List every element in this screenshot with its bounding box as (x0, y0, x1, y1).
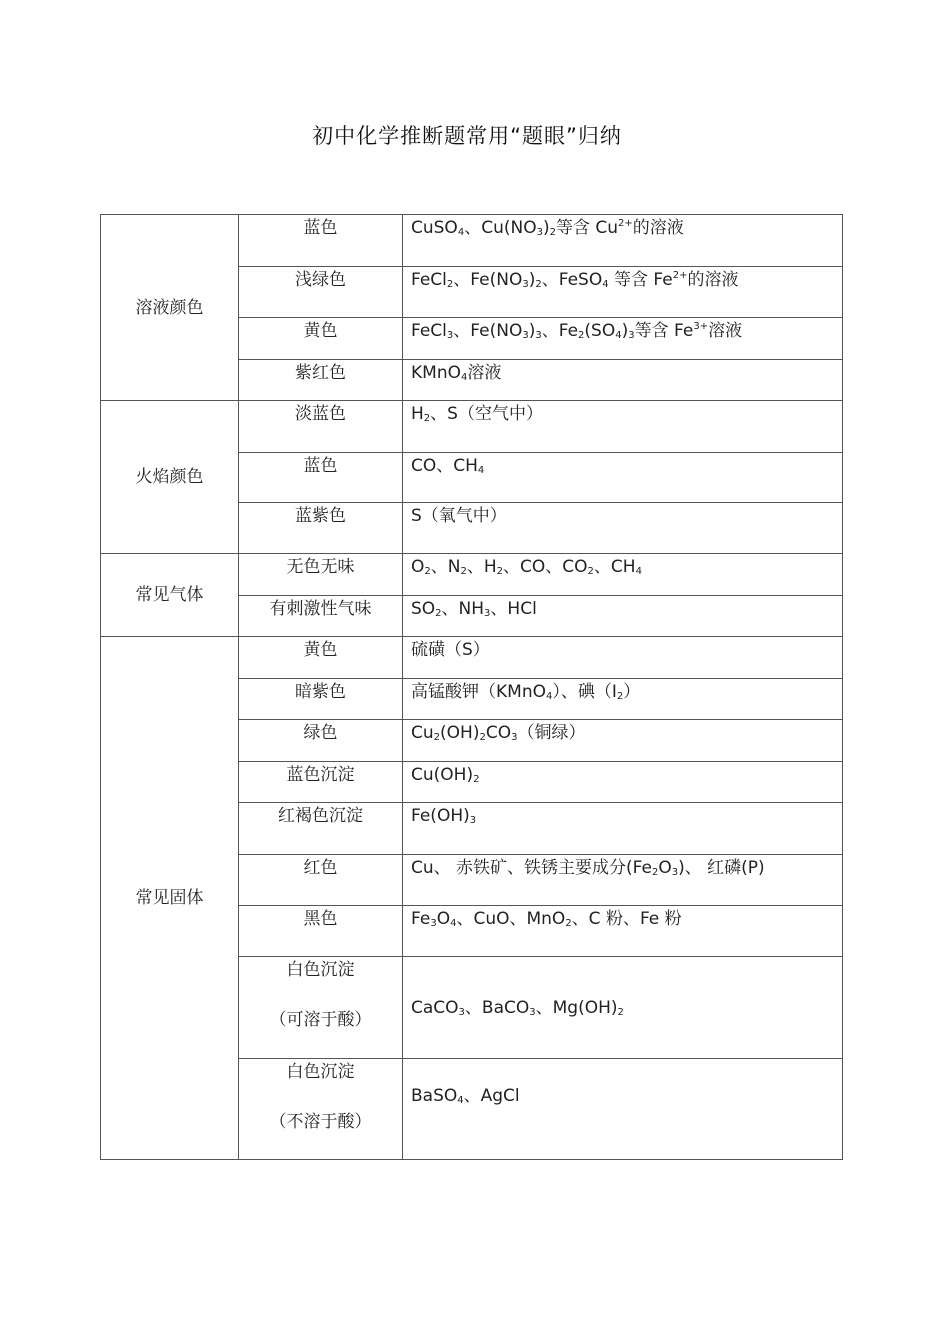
substance-cell: $Fe(OH)_3$ (403, 803, 843, 855)
page-title: 初中化学推断题常用“题眼”归纳 (312, 124, 622, 148)
color-name-cell: 红色 (239, 855, 403, 906)
category-cell: 溶液颜色 (101, 215, 239, 401)
color-name-cell: 有刺激性气味 (239, 596, 403, 637)
substance-cell: KMnO$_4$溶液 (403, 360, 843, 401)
substance-cell: $O_2$、$N_2$、$H_2$、CO、$CO_2$、$CH_4$ (403, 554, 843, 596)
color-name-cell: 红褐色沉淀 (239, 803, 403, 855)
substance-cell: 高锰酸钾（KMnO$_4$）、碘$(I_2)$ (403, 679, 843, 720)
color-name-line: 白色沉淀 (286, 1062, 355, 1082)
category-cell: 常见气体 (101, 554, 239, 637)
substance-cell: CO、$CH_4$ (403, 453, 843, 503)
summary-table (100, 214, 843, 1160)
color-name-cell: 蓝色 (239, 453, 403, 503)
color-name-cell: 蓝紫色 (239, 503, 403, 554)
color-name-note: （不溶于酸） (269, 1112, 372, 1132)
substance-cell: Cu、 赤铁矿、铁锈主要成分$(Fe_2O_3)$、 红磷(P) (403, 855, 843, 906)
color-name-note: （可溶于酸） (269, 1010, 372, 1030)
color-name-cell: 黄色 (239, 637, 403, 679)
color-name-cell: 蓝色沉淀 (239, 762, 403, 803)
substance-cell: $Cu(OH)_2$ (403, 762, 843, 803)
table-row (101, 401, 843, 453)
table-row (101, 215, 843, 267)
substance-cell: FeCl$_3$、$Fe(NO_3)_3$、$Fe_2(SO_4)_3$等含 $Fe^{3+}$溶液 (403, 318, 843, 360)
table-row (101, 637, 843, 679)
table-row (101, 554, 843, 596)
substance-cell: CuSO$_4$、$Cu(NO_3)_2$等含 $Cu^{2+}$的溶液 (403, 215, 843, 267)
color-name-cell: 黄色 (239, 318, 403, 360)
substance-cell: CaCO$_3$、BaCO$_3$、$Mg(OH)_2$ (403, 957, 843, 1059)
color-name-cell: 浅绿色 (239, 267, 403, 318)
category-cell: 火焰颜色 (101, 401, 239, 554)
substance-cell: $Fe_3O_4$、CuO、MnO$_2$、C 粉、Fe 粉 (403, 906, 843, 957)
substance-cell: FeCl$_2$、$Fe(NO_3)_2$、FeSO$_4$ 等含 $Fe^{2+}$的溶液 (403, 267, 843, 318)
substance-cell: S（氧气中） (403, 503, 843, 554)
substance-cell: 硫磺（S） (403, 637, 843, 679)
color-name-cell: 无色无味 (239, 554, 403, 596)
substance-cell: $H_2$、S（空气中） (403, 401, 843, 453)
color-name-cell: 黑色 (239, 906, 403, 957)
substance-cell: $SO_2$、$NH_3$、HCl (403, 596, 843, 637)
color-name-cell: 淡蓝色 (239, 401, 403, 453)
color-name-cell (239, 957, 403, 1059)
category-cell: 常见固体 (101, 637, 239, 1160)
color-name-cell: 蓝色 (239, 215, 403, 267)
substance-cell: BaSO$_4$、AgCl (403, 1059, 843, 1160)
color-name-cell: 暗紫色 (239, 679, 403, 720)
color-name-cell: 紫红色 (239, 360, 403, 401)
color-name-cell (239, 1059, 403, 1160)
color-name-line: 白色沉淀 (286, 960, 355, 980)
color-name-cell: 绿色 (239, 720, 403, 762)
substance-cell: $Cu_2(OH)_2CO_3$（铜绿） (403, 720, 843, 762)
